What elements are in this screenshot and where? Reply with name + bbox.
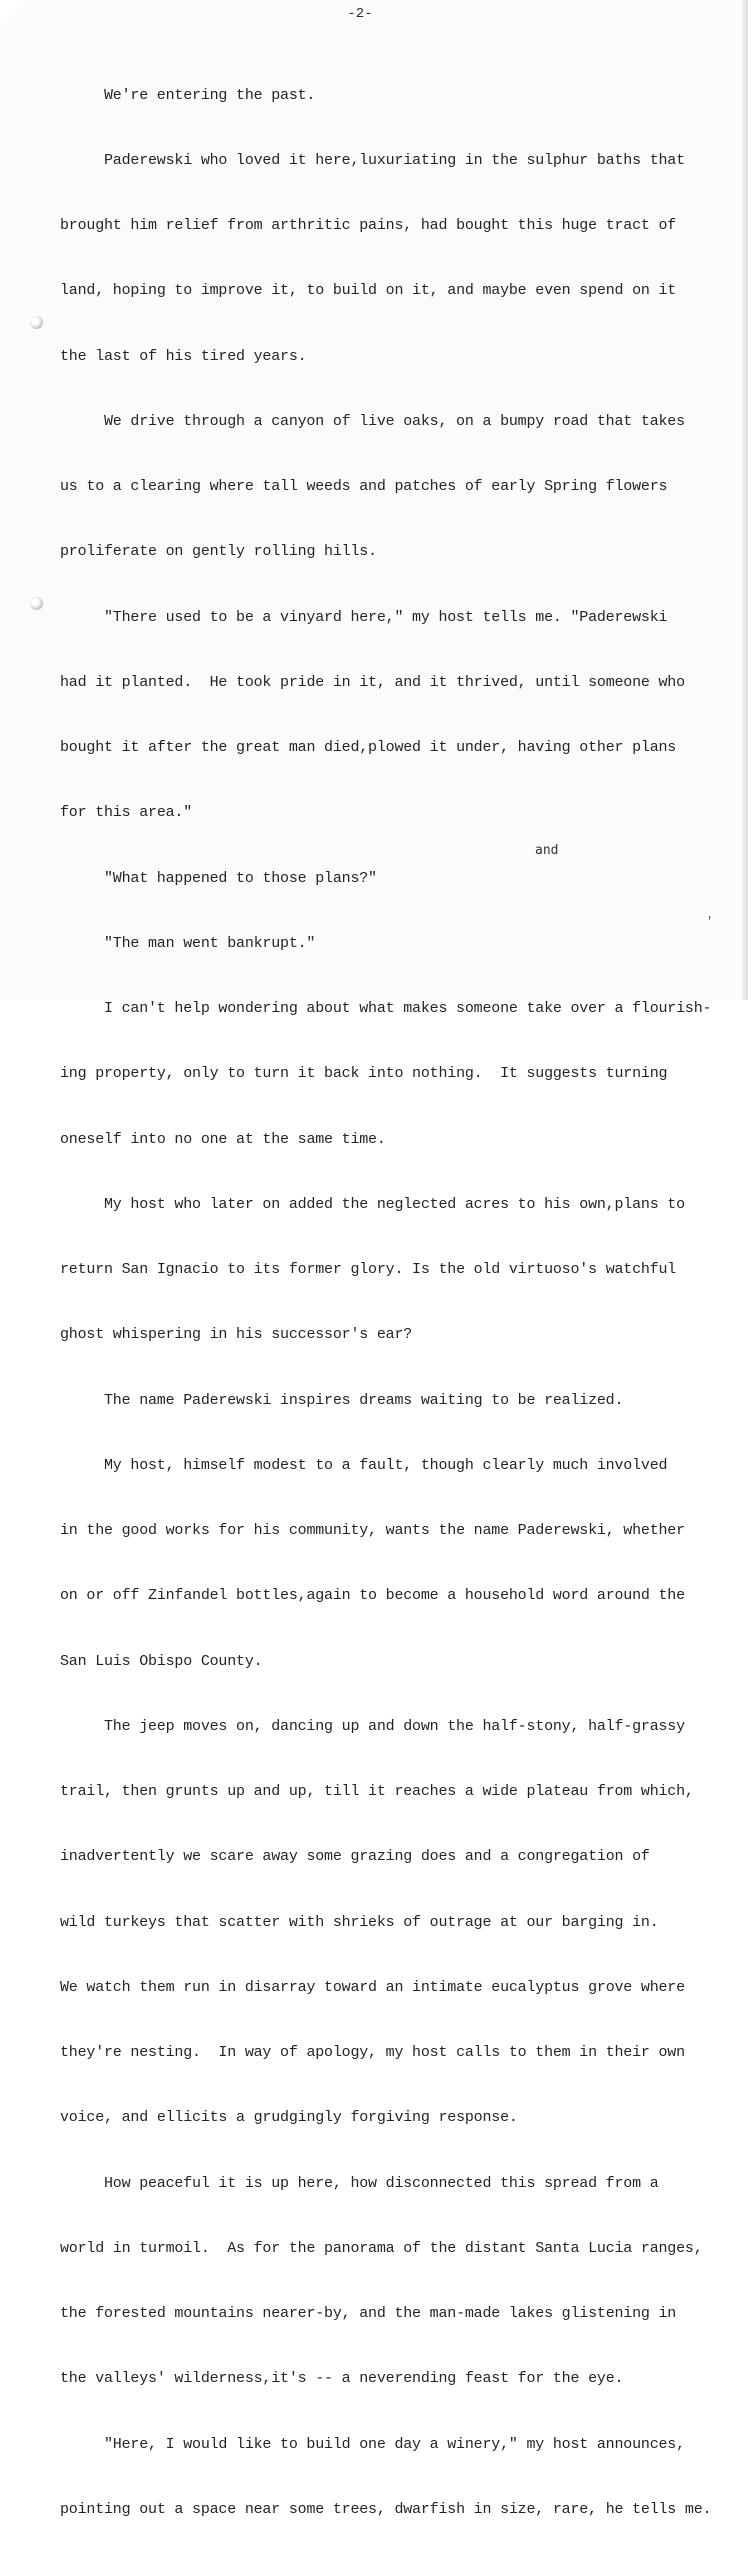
text-line: the forested mountains nearer-by, and the man-made lakes glistening in <box>60 2305 677 2322</box>
text-line: trail, then grunts up and up, till it reaches a wide plateau from which, <box>60 1783 694 1800</box>
text-line: voice, and ellicits a grudgingly forgiving response. <box>60 2109 518 2127</box>
text-line: "What happened to those plans?" <box>104 869 377 887</box>
text-line: We drive through a canyon of live oaks, on a bumpy road that takes <box>104 412 685 430</box>
text-line: San Luis Obispo County. <box>60 1652 263 1670</box>
text-line: us to a clearing where tall weeds and patches of early Spring flowers <box>60 478 668 495</box>
text-line: the valleys' wilderness,it's -- a neverending feast for the eye. <box>60 2370 624 2388</box>
text-line: We watch them run in disarray toward an intimate eucalyptus grove where <box>60 1978 685 1996</box>
text-line: had it planted. He took pride in it, and it thrived, until someone who <box>60 673 685 691</box>
text-line: land, hoping to improve it, to build on it, and maybe even spend on it <box>60 282 677 300</box>
text-line: We're entering the past. <box>104 86 316 104</box>
text-line: brought him relief from arthritic pains, had bought this huge tract of <box>60 217 677 234</box>
text-line: pointing out a space near some trees, dwarfish in size, rare, he tells me. <box>60 2500 712 2518</box>
page-number: -2- <box>347 6 373 22</box>
text-line: "The man went bankrupt." <box>104 934 316 952</box>
text-line: ghost whispering in his successor's ear? <box>60 1326 413 1344</box>
text-line: proliferate on gently rolling hills. <box>60 543 377 561</box>
page-edge-shadow <box>742 0 748 1000</box>
text-line: they're nesting. In way of apology, my host calls to them in their own <box>60 2044 685 2061</box>
text-line: bought it after the great man died,plowed it under, having other plans <box>60 739 677 756</box>
text-line: I can't help wondering about what makes someone take over a flourish- <box>104 1000 712 1017</box>
text-line: oneself into no one at the same time. <box>60 1130 386 1148</box>
text-line: inadvertently we scare away some grazing does and a congregation of <box>60 1848 650 1866</box>
punch-hole-icon <box>30 316 43 329</box>
text-line: for this area." <box>60 804 193 822</box>
text-line: How peaceful it is up here, how disconnected this spread from a <box>104 2174 659 2192</box>
text-line: The jeep moves on, dancing up and down the half-stony, half-grassy <box>104 1717 685 1735</box>
text-line: return San Ignacio to its former glory. Is the old virtuoso's watchful <box>60 1261 677 1278</box>
text-line: The name Paderewski inspires dreams waiting to be realized. <box>104 1391 624 1409</box>
text-line: My host who later on added the neglected acres to his own,plans to <box>104 1195 685 1213</box>
text-line: wild turkeys that scatter with shrieks of outrage at our barging in. <box>60 1913 659 1931</box>
handwritten-insert: and <box>535 843 559 858</box>
text-line: Paderewski who loved it here,luxuriating in the sulphur baths that <box>104 151 685 169</box>
text-line: world in turmoil. As for the panorama of the distant Santa Lucia ranges, <box>60 2239 703 2257</box>
text-line: ing property, only to turn it back into nothing. It suggests turning <box>60 1065 668 1083</box>
text-line: the last of his tired years. <box>60 347 307 365</box>
text-line: in the good works for his community, wants the name Paderewski, whether <box>60 1522 685 1539</box>
text-line: "Here, I would like to build one day a winery," my host announces, <box>104 2435 685 2453</box>
typewritten-body <box>60 41 730 2564</box>
text-line: on or off Zinfandel bottles,again to become a household word around the <box>60 1587 685 1605</box>
text-line: "There used to be a vinyard here," my host tells me. "Paderewski <box>104 608 668 626</box>
punch-hole-icon <box>30 597 43 610</box>
footer-mark: ' <box>706 915 714 929</box>
text-line: My host, himself modest to a fault, though clearly much involved <box>104 1456 668 1474</box>
